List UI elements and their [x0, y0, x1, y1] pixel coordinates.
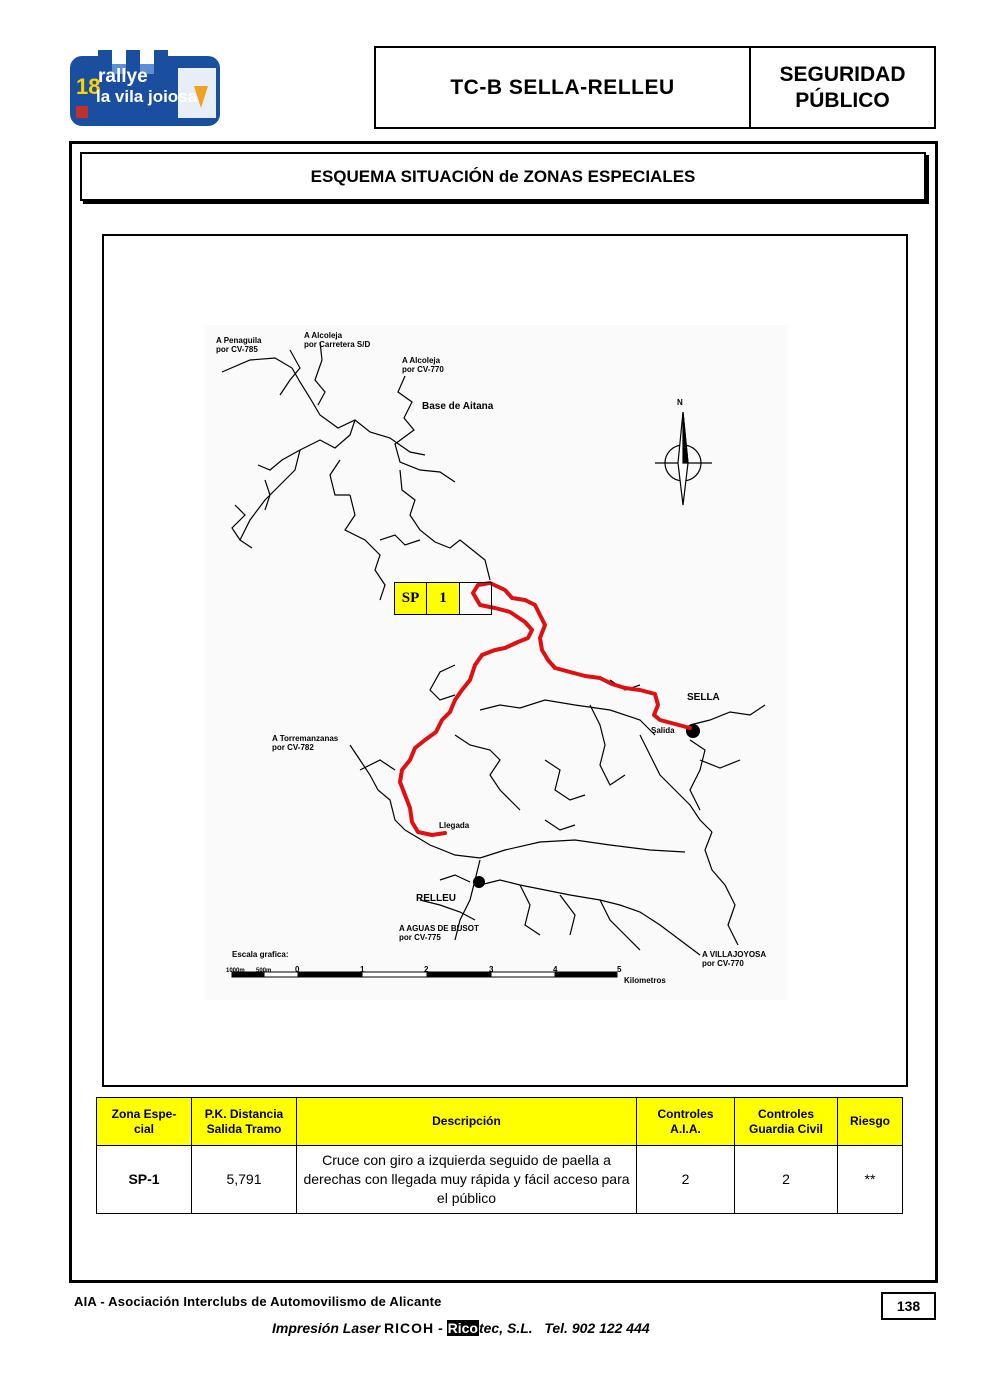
header-zona [97, 1098, 192, 1146]
document-type-line2: PÚBLICO [795, 88, 890, 112]
scale-tick-4: 4 [553, 965, 558, 974]
page-number: 138 [881, 1292, 936, 1320]
ricoh-brand: RICOH [384, 1320, 435, 1336]
document-type-line1: SEGURIDAD [779, 62, 906, 86]
table-row [97, 1146, 903, 1214]
map-label-alcoleja-cv770: A Alcoleja por CV-770 [402, 356, 444, 374]
document-type [751, 48, 934, 127]
stage-map [104, 236, 906, 1085]
header-controles-guardia [735, 1098, 838, 1146]
north-label: N [677, 398, 683, 407]
header-zona-text: Zona Espe- cial [111, 1106, 177, 1136]
special-zones-table [96, 1097, 903, 1214]
scale-tick-1: 1 [360, 965, 365, 974]
logo-number: 18 [76, 74, 101, 99]
map-label-penaguila: A Penaguila por CV-785 [216, 336, 262, 354]
printer-phone: Tel. 902 122 444 [544, 1320, 650, 1336]
scale-tick-2: 2 [424, 965, 429, 974]
map-label-llegada: Llegada [439, 821, 470, 830]
rally-logo [68, 46, 222, 128]
footer-organization: AIA - Asociación Interclubs de Automovilismo de Alicante [74, 1294, 442, 1309]
printer-dash: - [438, 1320, 443, 1336]
cell-riesgo: ** [838, 1146, 903, 1214]
map-label-alcoleja-sd: A Alcoleja por Carretera S/D [304, 331, 371, 349]
section-title: ESQUEMA SITUACIÓN de ZONAS ESPECIALES [80, 152, 926, 201]
cell-zona: SP-1 [97, 1146, 192, 1214]
scale-500m: 500m [256, 968, 272, 974]
scale-tick-5: 5 [617, 965, 622, 974]
scale-title: Escala grafica: [232, 950, 289, 959]
header-pk [192, 1098, 297, 1146]
cell-guardia: 2 [735, 1146, 838, 1214]
map-label-sella: SELLA [687, 692, 720, 703]
scale-unit: Kilometros [624, 976, 666, 985]
cell-aia: 2 [637, 1146, 735, 1214]
scale-1000m: 1000m [226, 968, 245, 974]
rico-brand: Rico [447, 1320, 478, 1336]
map-label-torremanzanas: A Torremanzanas por CV-782 [272, 734, 339, 752]
map-label-aitana: Base de Aitana [422, 401, 494, 412]
cell-descripcion: Cruce con giro a izquierda seguido de paella a derechas con llegada muy rápida y fácil acceso para el público [297, 1146, 637, 1214]
printer-prefix: Impresión Laser [272, 1320, 381, 1336]
header-pk-text: P.K. Distancia Salida Tramo [204, 1106, 284, 1136]
map-label-villajoyosa: A VILLAJOYOSA por CV-770 [702, 950, 767, 968]
stage-title: TC-B SELLA-RELLEU [450, 75, 675, 99]
map-label-aguas-busot: A AGUAS DE BUSOT por CV-775 [399, 924, 479, 942]
header-riesgo-text: Riesgo [849, 1114, 890, 1128]
table-header-row [97, 1098, 903, 1146]
map-label-salida: Salida [651, 726, 675, 735]
cell-pk: 5,791 [192, 1146, 297, 1214]
special-zone-number: 1 [426, 582, 460, 615]
header-controles-guardia-text: Controles Guardia Civil [748, 1106, 824, 1136]
printer-suffix: tec, S.L. [478, 1320, 533, 1336]
header-controles-aia [637, 1098, 735, 1146]
logo-line2: la vila joiosa [96, 87, 198, 106]
header-descripcion-text: Descripción [432, 1114, 501, 1128]
header-controles-aia-text: Controles A.I.A. [657, 1106, 714, 1136]
header-riesgo [838, 1098, 903, 1146]
scale-tick-3: 3 [489, 965, 494, 974]
logo-line1: rallye [98, 66, 148, 87]
scale-tick-0: 0 [295, 965, 300, 974]
special-zone-code: SP [394, 582, 427, 615]
footer-printer [272, 1320, 650, 1336]
map-label-relleu: RELLEU [416, 893, 456, 904]
header-descripcion [297, 1098, 637, 1146]
special-zone-location-box [459, 582, 492, 615]
